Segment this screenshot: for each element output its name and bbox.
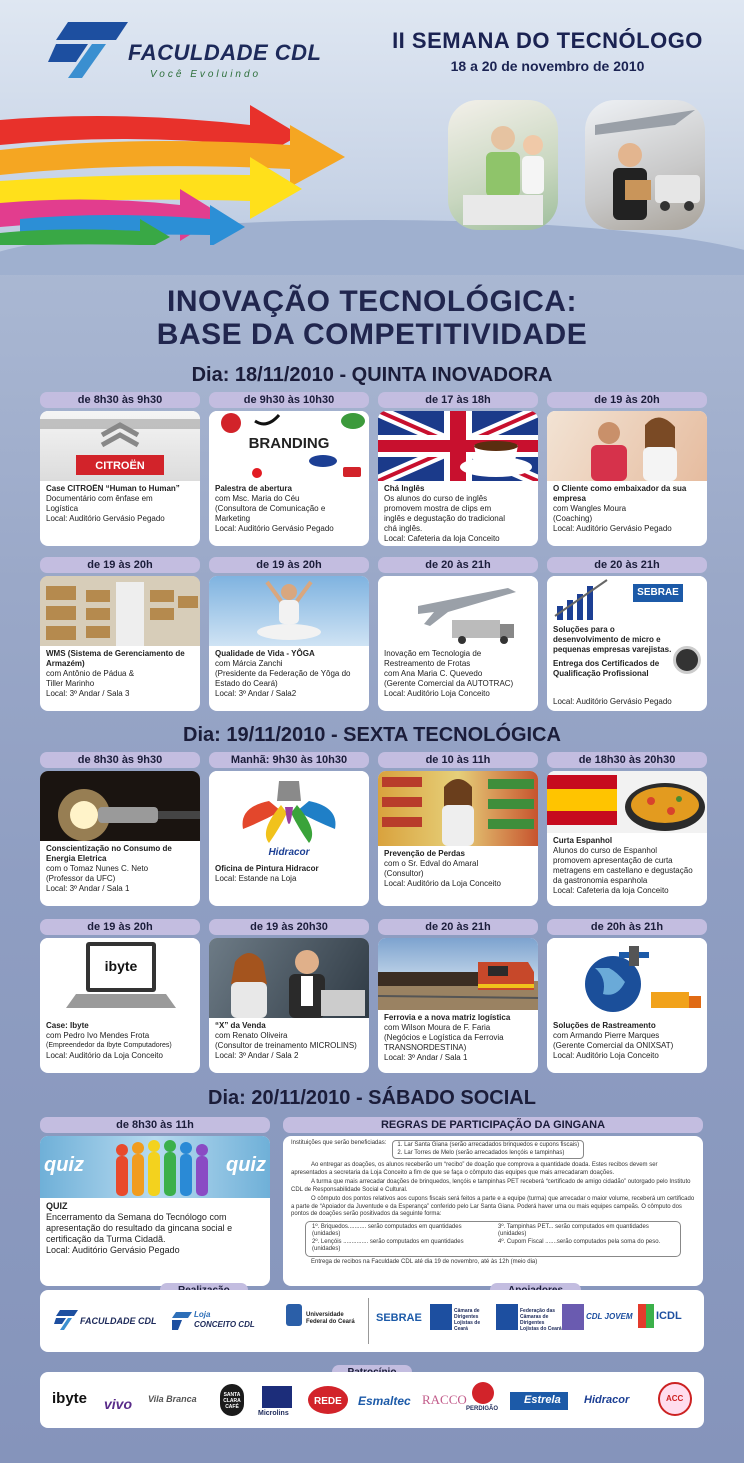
event-time: de 18h30 às 20h30: [547, 752, 707, 768]
event-line: Inovação em Tecnologia de: [384, 649, 482, 658]
event-line: promovem mostra de clips em: [384, 504, 492, 513]
event-line: apresentação do resultado da gincana social e: [46, 1223, 233, 1233]
event-title: QUIZ: [46, 1201, 68, 1211]
event-title: Conscientização no Consumo de Energia Eletrica: [46, 844, 172, 863]
event-title: II SEMANA DO TECNÓLOGO: [392, 28, 703, 53]
loja-conceito-logo-icon: [172, 1312, 192, 1330]
header-photo-shop: [448, 100, 558, 230]
perdigao-logo-icon: [472, 1382, 494, 1404]
sponsor-vila-branca: Vila Branca: [148, 1394, 197, 1404]
sponsor-vivo: vivo: [104, 1396, 133, 1412]
event-line: (Coaching): [553, 514, 593, 523]
event-location: Local: Auditório Gervásio Pegado: [46, 1245, 180, 1255]
ufc-logo-text: Universidade Federal do Ceará: [306, 1312, 355, 1325]
event-line: Os alunos do curso de inglês: [384, 494, 488, 503]
event-location: Local: 3º Andar / Sala2: [215, 689, 297, 698]
event-time: de 8h30 às 11h: [40, 1117, 270, 1133]
event-line: Documentário com ênfase em: [46, 494, 153, 503]
event-time: de 19 às 20h30: [209, 919, 369, 935]
cdl-fortaleza-logo-icon: [430, 1304, 452, 1330]
ibyte-logo-text: ibyte: [104, 958, 138, 974]
sales-meeting-image: [209, 938, 369, 1018]
event-card: [378, 557, 538, 711]
event-line: Tiller Marinho: [46, 679, 95, 688]
icdl-logo-icon: [638, 1304, 654, 1328]
warehouse-image: [40, 576, 200, 646]
scoring-item: 3º. Tampinhas PET... serão computados em quantidades (unidades): [498, 1223, 649, 1237]
main-title-line-2: BASE DA COMPETITIVIDADE: [156, 318, 588, 351]
certificate-seal-icon: [673, 646, 701, 674]
sponsor-santa-clara: SANTA CLARA CAFÉ: [223, 1392, 241, 1410]
event-time: Manhã: 9h30 às 10h30: [209, 752, 369, 768]
event-line: (Presidente da Federação de Yôga do: [215, 669, 351, 678]
sponsor-esmaltec: Esmaltec: [358, 1394, 411, 1408]
event-title: Case CITROËN “Human to Human”: [46, 484, 180, 493]
event-title: Soluções para o desenvolvimento de micro e pequenas empresas varejistas.: [553, 625, 672, 654]
event-time: de 17 às 18h: [378, 392, 538, 408]
event-line: (Consultora de Comunicação e: [215, 504, 326, 513]
rules-footer: Entrega de recibos na Faculdade CDL até dia 19 de novembro, até às 12h (meio dia): [311, 1258, 538, 1265]
event-line: Marketing: [215, 514, 251, 523]
event-time: de 20 às 21h: [378, 557, 538, 573]
header-photo-logistics: [585, 100, 705, 230]
apoiador-icdl: ICDL: [656, 1310, 682, 1322]
apoiador-fcdl: Federação das Câmaras de Dirigentes Lojistas do Ceará: [520, 1308, 562, 1332]
event-line: inglês e degustação do tradicional: [384, 514, 505, 523]
customer-image: [547, 411, 707, 481]
yoga-image: [209, 576, 369, 646]
ibyte-laptop-image: [40, 938, 200, 1018]
event-line: (Empreendedor da Ibyte Computadores): [46, 1042, 172, 1049]
event-location: Local: Cafeteria da loja Conceito: [384, 534, 500, 543]
event-line: com o Tomaz Nunes C. Neto: [46, 864, 149, 873]
event-title: Curta Espanhol: [553, 836, 613, 845]
faculdade-cdl-small-logo-icon: [54, 1310, 78, 1330]
apoiador-sebrae: SEBRAE: [376, 1312, 422, 1324]
event-card: [209, 392, 369, 546]
event-title: Ferrovia e a nova matriz logística: [384, 1013, 511, 1022]
scoring-item: 2º. Lençóis ............... serão computados em quantidades (unidades): [312, 1238, 464, 1252]
beneficiary-1: 1. Lar Santa Giana (serão arrecadados brinquedos e cupons fiscais): [397, 1142, 580, 1148]
event-line: com Márcia Zanchi: [215, 659, 283, 668]
event-card: [547, 919, 707, 1073]
spain-flag-paella-image: [547, 771, 707, 833]
event-card: [40, 392, 200, 546]
event-line: com o Sr. Edval do Amaral: [384, 859, 479, 868]
rules-title: REGRAS DE PARTICIPAÇÃO DA GINGANA: [283, 1117, 703, 1133]
sponsor-perdigao: PERDIGÃO: [466, 1406, 499, 1412]
event-time: de 19 às 20h: [547, 392, 707, 408]
rules-paragraph-3: O cômputo dos pontos relativos aos cupons fiscais será feitos a parte e a equipe (turma) que arrecadar o maior volume, receberá um certificado a parte de “Apoiador da Juventude e da Esperança” conferido pelo Lar Santa Giana. Poderá haver uma ou mais equipes campeãs. O cômputo dos pontos de doações serão positivados da seguinte forma:: [291, 1196, 695, 1217]
event-title: Soluções de Rastreamento: [553, 1021, 656, 1030]
rules-intro: Instituições que serão beneficiadas:: [291, 1140, 387, 1146]
sponsor-rede: REDE: [314, 1396, 342, 1407]
hidracor-paint-image: [209, 771, 369, 861]
event-title: O Cliente como embaixador da sua empresa: [553, 484, 687, 503]
scoring-item: 4º. Cupom Fiscal .......serão computados pela soma do peso.: [498, 1238, 661, 1245]
event-line: com Ana Maria C. Quevedo: [384, 669, 483, 678]
quiz-word-right: quiz: [226, 1154, 266, 1176]
event-title: Palestra de abertura: [215, 484, 292, 493]
event-time: de 8h30 às 9h30: [40, 752, 200, 768]
event-card: [547, 392, 707, 546]
brand-name: FACULDADE CDL: [128, 40, 322, 65]
brand-tagline: Você Evoluindo: [150, 69, 262, 80]
event-line: metragens em castellano e degustação: [553, 866, 693, 875]
event-subtitle: Entrega dos Certificados de Qualificação Profissional: [553, 659, 660, 678]
sponsor-hidracor: Hidracor: [584, 1394, 630, 1406]
hidracor-logo-text: Hidracor: [268, 847, 310, 858]
event-line: com Antônio de Pádua &: [46, 669, 135, 678]
event-line: com Wangles Moura: [553, 504, 627, 513]
train-image: [378, 938, 538, 1010]
plane-truck-image: [378, 576, 538, 646]
event-line: Estado do Ceará): [215, 679, 278, 688]
day2-title: Dia: 19/11/2010 - SEXTA TECNOLÓGICA: [183, 724, 561, 746]
event-line: Restreamento de Frotas: [384, 659, 471, 668]
event-line: (Consultor): [384, 869, 424, 878]
event-location: Local: Auditório Gervásio Pegado: [553, 697, 672, 706]
event-location: Local: Auditório Gervásio Pegado: [46, 514, 165, 523]
light-bulb-image: [40, 771, 200, 841]
apoiador-cdl: Câmara de Dirigentes Lojistas de Ceará: [454, 1308, 481, 1332]
scoring-item: 1º. Briquedos........... serão computados em quantidades (unidades): [312, 1223, 462, 1237]
event-card: [40, 557, 200, 711]
event-dates: 18 a 20 de novembro de 2010: [450, 58, 645, 74]
event-location: Local: Auditório Loja Conceito: [384, 689, 490, 698]
event-card: [378, 752, 538, 906]
rules-paragraph-1: Ao entregar as doações, os alunos receberão um “recibo” de doação que comprova a quantidade doada. Estes recibos devem ser apresentados a secretaria da Loja Conceito a fim de que se faça o cômputo das equipes que mais arrecadaram doações.: [291, 1162, 658, 1176]
beneficiary-2: 2. Lar Torres de Melo (serão arrecadados lençóis e tampinhas): [397, 1149, 565, 1156]
event-card: [40, 919, 200, 1073]
event-line: com Armando Pierre Marques: [553, 1031, 660, 1040]
branding-image: [209, 411, 369, 481]
event-line: (Professor da UFC): [46, 874, 116, 883]
event-card: [209, 919, 369, 1073]
event-line: com Wilson Moura de F. Faria: [384, 1023, 491, 1032]
quiz-people-image: [40, 1136, 270, 1198]
realizacao-logo-faculdade: FACULDADE CDL: [80, 1316, 157, 1326]
event-line: Alunos do curso de Espanhol: [553, 846, 658, 855]
fcdl-logo-icon: [496, 1304, 518, 1330]
event-card: [40, 752, 200, 906]
day1-title: Dia: 18/11/2010 - QUINTA INOVADORA: [191, 364, 553, 386]
patrocinio-strip: [40, 1372, 704, 1428]
event-time: de 8h30 às 9h30: [40, 392, 200, 408]
event-title: Prevenção de Perdas: [384, 849, 465, 858]
event-line: com Pedro Ivo Mendes Frota: [46, 1031, 150, 1040]
event-card: [209, 557, 369, 711]
event-time: de 19 às 20h: [40, 919, 200, 935]
quiz-word-left: quiz: [44, 1154, 84, 1176]
microlins-logo-icon: [262, 1386, 292, 1408]
event-card: [209, 752, 369, 906]
satellite-globe-image: [547, 938, 707, 1018]
event-line: promovem apresentação de curta: [553, 856, 673, 865]
event-line: (Gerente Comercial da ONIXSAT): [553, 1041, 674, 1050]
event-title: Oficina de Pintura Hidracor: [215, 864, 319, 873]
strip-divider: [368, 1298, 369, 1344]
main-title-line-1: INOVAÇÃO TECNOLÓGICA:: [167, 285, 577, 318]
event-line: (Negócios e Logística da Ferrovia: [384, 1033, 504, 1042]
event-time: de 20 às 21h: [547, 557, 707, 573]
ufc-crest-icon: [286, 1304, 302, 1326]
faculdade-cdl-logo-icon: [48, 22, 128, 78]
event-time: de 19 às 20h: [209, 557, 369, 573]
supermarket-image: [378, 771, 538, 846]
sponsor-racco: RACCO: [422, 1392, 467, 1407]
event-time: de 10 às 11h: [378, 752, 538, 768]
event-location: Local: 3º Andar / Sala 1: [46, 884, 130, 893]
event-location: Local: Auditório Gervásio Pegado: [215, 524, 334, 533]
event-card: [547, 557, 707, 711]
event-location: Local: Auditório Loja Conceito: [553, 1051, 659, 1060]
event-time: de 20h às 21h: [547, 919, 707, 935]
event-location: Local: Estande na Loja: [215, 874, 297, 883]
event-time: de 20 às 21h: [378, 919, 538, 935]
loja-conceito-logo-a: Loja: [194, 1310, 211, 1319]
day3-title: Dia: 20/11/2010 - SÁBADO SOCIAL: [208, 1087, 536, 1109]
event-card: [378, 392, 538, 546]
event-card: [378, 919, 538, 1073]
event-line: (Gerente Comercial da AUTOTRAC): [384, 679, 514, 688]
scoring-box: [305, 1221, 681, 1257]
main-title: [0, 285, 744, 351]
event-location: Local: Auditório da Loja Conceito: [384, 879, 501, 888]
event-location: Local: Auditório da Loja Conceito: [46, 1051, 163, 1060]
event-location: Local: 3º Andar / Sala 3: [46, 689, 130, 698]
uk-flag-tea-image: [378, 411, 538, 481]
event-card: [547, 752, 707, 906]
rules-paragraph-2: A turma que mais arrecadar doações de brinquedos, lençóis e tampinhas PET receberá “certificado de amigo cidadão” outorgado pelo Instituto CDL de Responsabilidade Social e Cultural.: [291, 1179, 691, 1193]
event-time: de 19 às 20h: [40, 557, 200, 573]
event-location: Local: Cafeteria da loja Conceito: [553, 886, 669, 895]
quiz-card: [40, 1117, 270, 1286]
event-line: da gastronomia espanhola: [553, 876, 648, 885]
event-title: Case: Ibyte: [46, 1021, 89, 1030]
colored-arrows-graphic: [0, 95, 360, 245]
sebrae-image: [547, 576, 707, 622]
event-location: Local: Auditório Gervásio Pegado: [553, 524, 672, 533]
event-title: Chá Inglês: [384, 484, 425, 493]
loja-conceito-logo-b: CONCEITO CDL: [194, 1320, 255, 1329]
realizacao-apoiadores-strip: [40, 1290, 704, 1352]
event-time: de 9h30 às 10h30: [209, 392, 369, 408]
event-title: “X” da Venda: [215, 1021, 266, 1030]
citroen-image: [40, 411, 200, 481]
event-line: com Msc. Maria do Céu: [215, 494, 300, 503]
rules-card: [283, 1117, 703, 1286]
sponsor-acc: ACC: [666, 1394, 684, 1403]
sponsor-estrela: Estrela: [524, 1394, 561, 1406]
event-location: Local: 3º Andar / Sala 2: [215, 1051, 299, 1060]
event-title: WMS (Sistema de Gerenciamento de Armazém): [46, 649, 185, 668]
event-location: Local: 3º Andar / Sala 1: [384, 1053, 468, 1062]
event-line: chá inglês.: [384, 524, 423, 533]
event-line: TRANSNORDESTINA): [384, 1043, 467, 1052]
beneficiaries-box: [392, 1140, 584, 1159]
event-line: com Renato Oliveira: [215, 1031, 288, 1040]
sponsor-ibyte: ibyte: [52, 1390, 88, 1407]
apoiador-cdl-jovem: CDL JOVEM: [586, 1312, 633, 1321]
event-line: Logística: [46, 504, 79, 513]
sebrae-logo-text: SEBRAE: [637, 587, 679, 598]
citroen-logo-text: CITROËN: [95, 460, 145, 472]
branding-word: BRANDING: [248, 435, 330, 452]
event-line: (Consultor de treinamento MICROLINS): [215, 1041, 357, 1050]
cdl-jovem-logo-icon: [562, 1304, 584, 1330]
sponsor-microlins: Microlins: [258, 1410, 289, 1417]
event-line: Encerramento da Semana do Tecnólogo com: [46, 1212, 227, 1222]
event-title: Qualidade de Vida - YÔGA: [215, 649, 315, 658]
event-line: certificação da Turma Cidadã.: [46, 1234, 166, 1244]
